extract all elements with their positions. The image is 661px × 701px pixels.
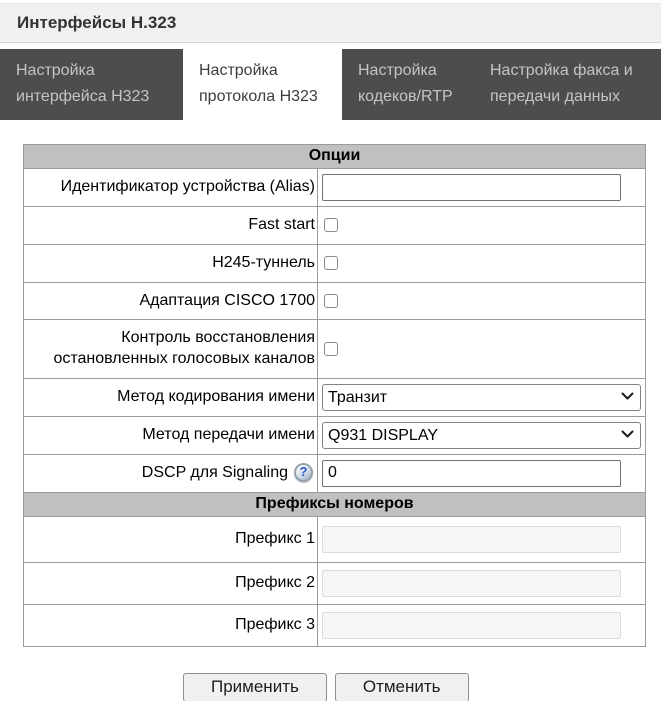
- restore-control-label: Контроль восстановления остановленных голосовых каналов: [24, 320, 318, 379]
- page-header: [0, 3, 661, 43]
- cisco-adaptation-checkbox[interactable]: [324, 294, 338, 308]
- dscp-signaling-input[interactable]: [322, 460, 621, 487]
- table-row: [24, 207, 646, 245]
- table-row: [24, 282, 646, 320]
- h245-tunnel-label: H245-туннель: [24, 244, 318, 282]
- prefixes-section-title: Префиксы номеров: [24, 492, 646, 516]
- table-row: [24, 378, 646, 416]
- options-section-title: Опции: [24, 145, 646, 169]
- form-actions: [183, 673, 661, 701]
- table-row: [24, 169, 646, 207]
- alias-label: Идентификатор устройства (Alias): [24, 169, 318, 207]
- tab-bar: [0, 49, 661, 120]
- h245-tunnel-checkbox[interactable]: [324, 256, 338, 270]
- name-transfer-select[interactable]: [322, 422, 641, 449]
- name-encoding-label: Метод кодирования имени: [24, 378, 318, 416]
- name-transfer-label: Метод передачи имени: [24, 416, 318, 454]
- table-row: [24, 244, 646, 282]
- section-row-options: [24, 145, 646, 169]
- prefix-3-label: Префикс 3: [24, 604, 318, 646]
- table-row: [24, 320, 646, 379]
- prefix-1-label: Префикс 1: [24, 516, 318, 562]
- help-question-icon[interactable]: ?: [294, 463, 313, 482]
- alias-input[interactable]: [322, 174, 621, 201]
- fast-start-checkbox[interactable]: [324, 218, 338, 232]
- name-encoding-select[interactable]: [322, 384, 641, 411]
- dscp-signaling-label: DSCP для Signaling: [141, 464, 288, 482]
- tab-codecs-rtp-settings[interactable]: Настройка кодеков/RTP: [358, 62, 453, 105]
- apply-button[interactable]: Применить: [183, 673, 327, 701]
- cisco-adaptation-label: Адаптация CISCO 1700: [24, 282, 318, 320]
- restore-control-checkbox[interactable]: [324, 342, 338, 356]
- table-row: [24, 454, 646, 492]
- table-row: [24, 416, 646, 454]
- prefix-1-input: [322, 526, 621, 553]
- section-row-prefixes: [24, 492, 646, 516]
- table-row: [24, 516, 646, 562]
- tab-protocol-settings[interactable]: Настройка протокола H323: [183, 49, 342, 120]
- prefix-3-input: [322, 612, 621, 639]
- prefix-2-label: Префикс 2: [24, 562, 318, 604]
- settings-form-table: [23, 144, 646, 647]
- prefix-2-input: [322, 570, 621, 597]
- table-row: [24, 604, 646, 646]
- cancel-button[interactable]: Отменить: [335, 673, 469, 701]
- page-title: Интерфейсы H.323: [17, 13, 177, 32]
- tab-interface-settings[interactable]: Настройка интерфейса H323: [16, 62, 150, 105]
- fast-start-label: Fast start: [24, 207, 318, 245]
- tab-fax-data-settings[interactable]: Настройка факса и передачи данных: [490, 62, 633, 105]
- table-row: [24, 562, 646, 604]
